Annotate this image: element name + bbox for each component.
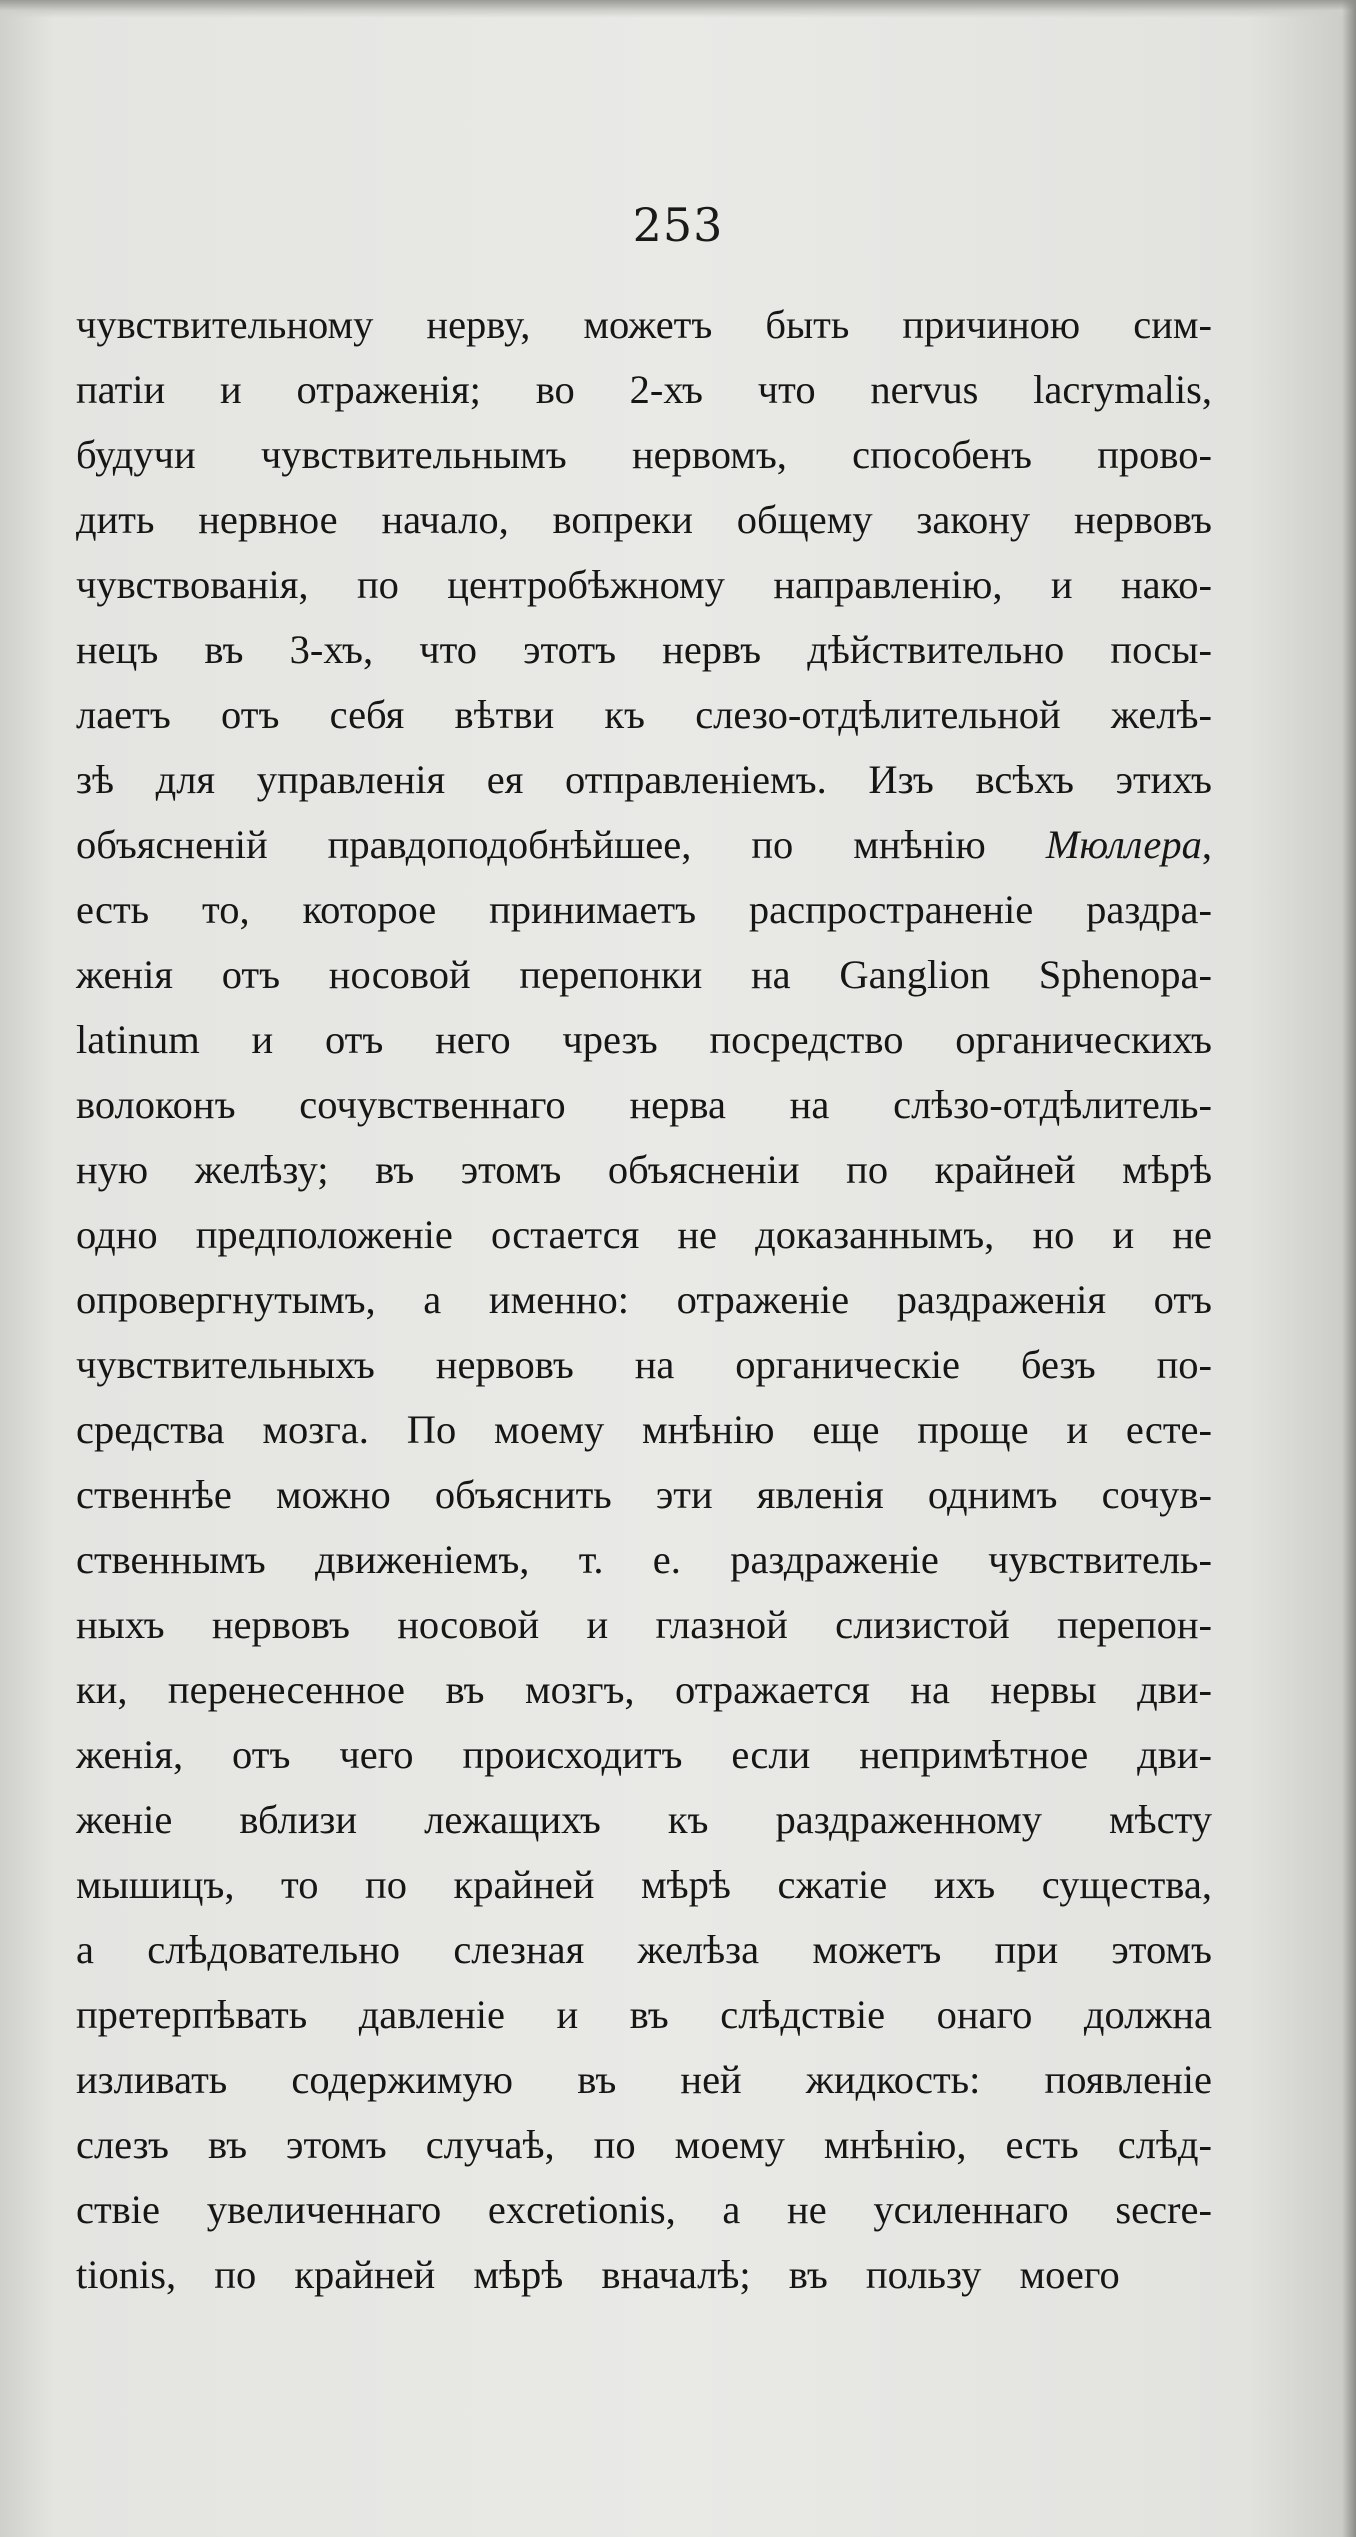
- text-line: изливать содержимую въ ней жидкость: появленіе: [76, 2057, 1212, 2102]
- text-line: дить нервное начало, вопреки общему закону нервовъ: [76, 497, 1212, 542]
- text-line: ныхъ нервовъ носовой и глазной слизистой перепон-: [76, 1602, 1212, 1647]
- text-line: опровергнутымъ, а именно: отраженіе раздраженія отъ: [76, 1277, 1212, 1322]
- page-right-edge: [1342, 0, 1356, 2537]
- text-line-with-author: [76, 812, 1212, 877]
- page-number: 253: [632, 198, 724, 252]
- text-line: ственнѣе можно объяснить эти явленія однимъ сочув-: [76, 1472, 1212, 1517]
- text-line: а слѣдовательно слезная желѣза можетъ при этомъ: [76, 1927, 1212, 1972]
- text-line: нецъ въ 3-хъ, что этотъ нервъ дѣйствительно посы-: [76, 627, 1212, 672]
- text-line: ную желѣзу; въ этомъ объясненіи по крайней мѣрѣ: [76, 1147, 1212, 1192]
- text-line: претерпѣвать давленіе и въ слѣдствіе онаго должна: [76, 1992, 1212, 2037]
- text-line: женіе вблизи лежащихъ къ раздраженному мѣсту: [76, 1797, 1212, 1842]
- author-name: Мюллера: [1045, 822, 1202, 867]
- text-line: мышицъ, то по крайней мѣрѣ сжатіе ихъ существа,: [76, 1862, 1212, 1907]
- text-line: tionis, по крайней мѣрѣ вначалѣ; въ пользу моего: [76, 2252, 1120, 2297]
- text-line: есть то, которое принимаетъ распространеніе раздра-: [76, 887, 1212, 932]
- text-line: ки, перенесенное въ мозгъ, отражается на нервы дви-: [76, 1667, 1212, 1712]
- text-segment: объясненій правдоподобнѣйшее, по мнѣнію: [76, 822, 1046, 867]
- text-line: лаетъ отъ себя вѣтви къ слезо-отдѣлительной желѣ-: [76, 692, 1212, 737]
- text-line: ственнымъ движеніемъ, т. е. раздраженіе чувствитель-: [76, 1537, 1212, 1582]
- text-line: слезъ въ этомъ случаѣ, по моему мнѣнію, есть слѣд-: [76, 2122, 1212, 2167]
- text-line: средства мозга. По моему мнѣнію еще проще и есте-: [76, 1407, 1212, 1452]
- text-line: будучи чувствительнымъ нервомъ, способенъ прово-: [76, 432, 1212, 477]
- text-line: женія, отъ чего происходитъ если непримѣтное дви-: [76, 1732, 1212, 1777]
- text-line: чувствованія, по центробѣжному направленію, и нако-: [76, 562, 1212, 607]
- text-line: ствіе увеличеннаго excretionis, а не усиленнаго secre-: [76, 2187, 1212, 2232]
- text-line: зѣ для управленія ея отправленіемъ. Изъ всѣхъ этихъ: [76, 757, 1212, 802]
- page-top-shadow: [0, 0, 1356, 18]
- text-line: чувствительному нерву, можетъ быть причиною сим-: [76, 302, 1212, 347]
- text-line: патіи и отраженія; во 2-хъ что nervus lacrymalis,: [76, 367, 1212, 412]
- text-line: чувствительныхъ нервовъ на органическіе безъ по-: [76, 1342, 1212, 1387]
- text-line: одно предположеніе остается не доказаннымъ, но и не: [76, 1212, 1212, 1257]
- body-text: [76, 292, 1212, 2307]
- text-line: волоконъ сочувственнаго нерва на слѣзо-отдѣлитель-: [76, 1082, 1212, 1127]
- text-segment: ,: [1201, 822, 1212, 867]
- text-line: latinum и отъ него чрезъ посредство органическихъ: [76, 1017, 1212, 1062]
- text-line: женія отъ носовой перепонки на Ganglion Sphenopa-: [76, 952, 1212, 997]
